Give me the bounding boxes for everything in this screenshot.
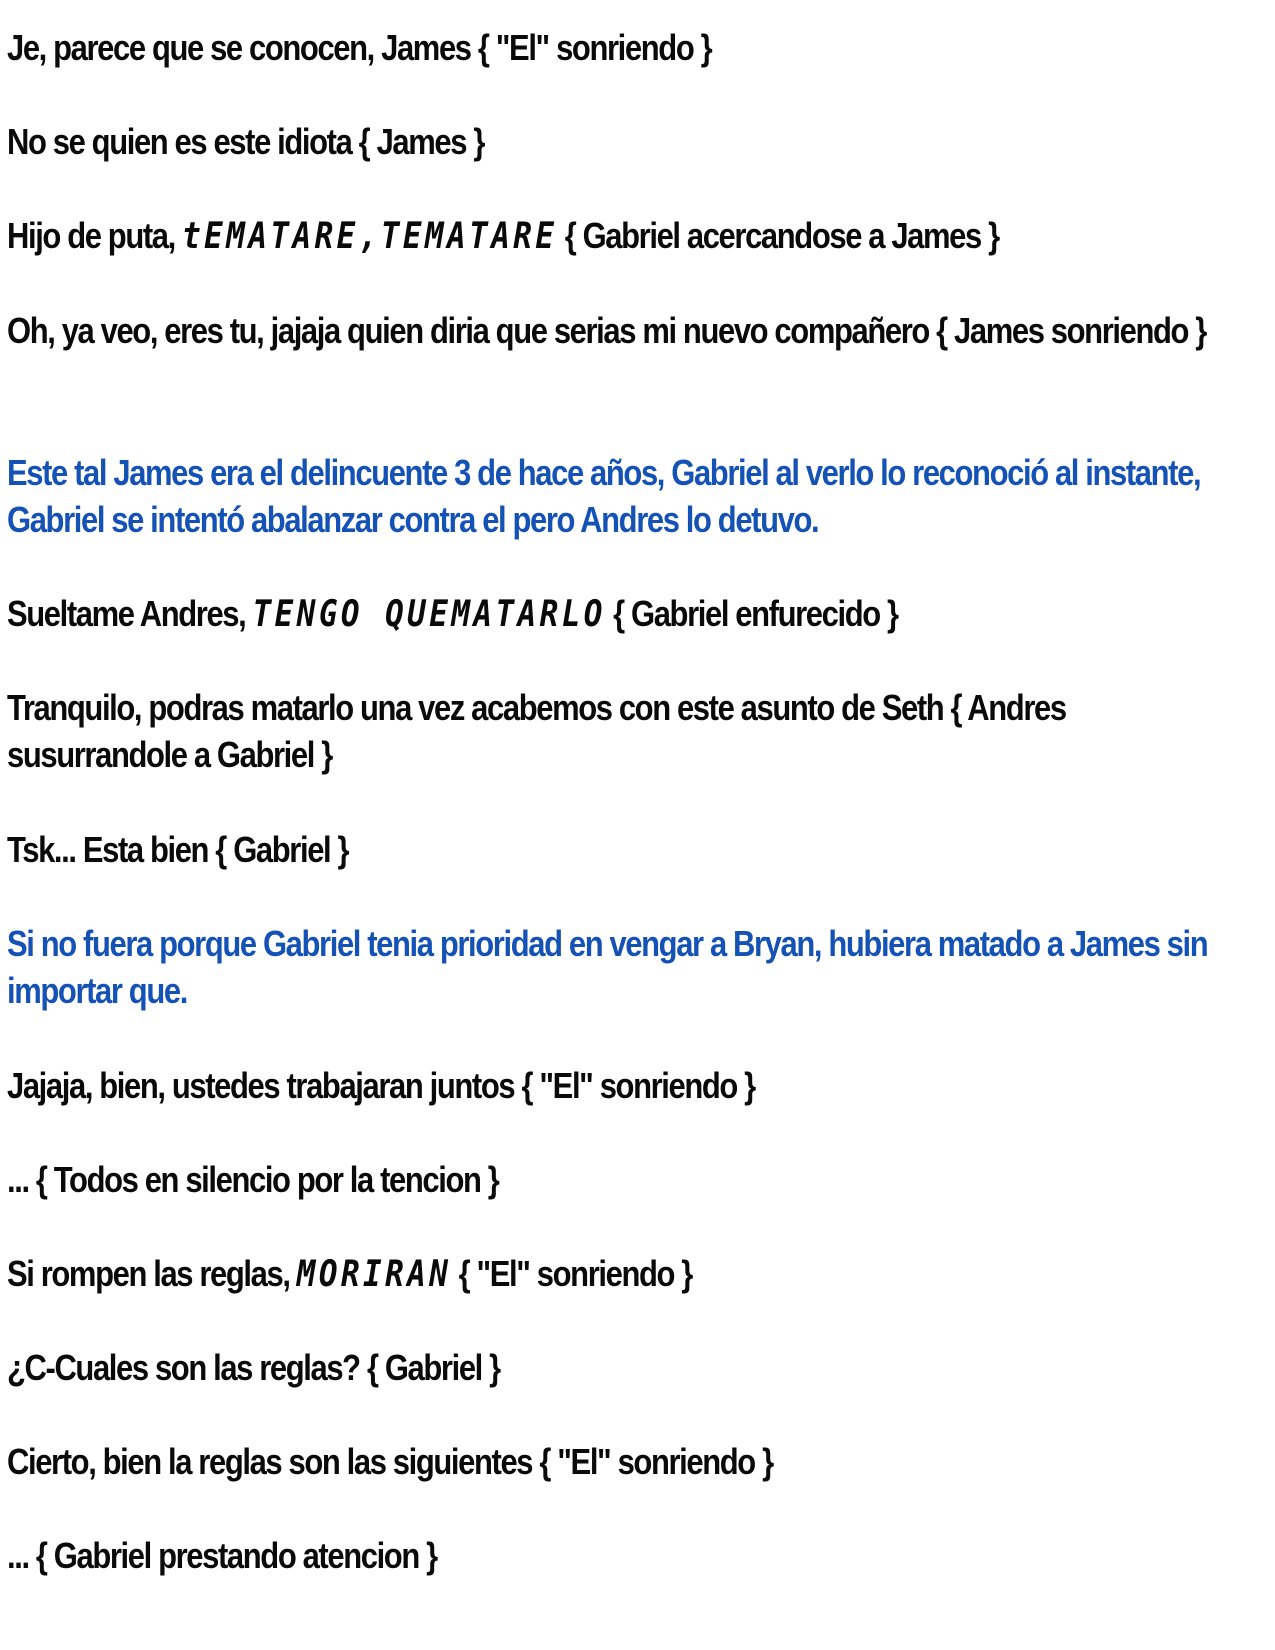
dialogue-line: Je, parece que se conocen, James { "El" sonriendo } [7, 27, 712, 68]
dialogue-speaker-note: { Gabriel enfurecido } [605, 593, 898, 634]
dialogue-speaker-note: { "El" sonriendo } [451, 1253, 692, 1294]
dialogue-line [7, 1250, 1245, 1298]
dialogue-line: ¿C-Cuales son las reglas? { Gabriel } [7, 1347, 500, 1388]
dialogue-line: No se quien es este idiota { James } [7, 121, 485, 162]
dialogue-line: Jajaja, bien, ustedes trabajaran juntos { "El" sonriendo } [7, 1065, 755, 1106]
narration-line: Si no fuera porque Gabriel tenia prioridad en vengar a Bryan, hubiera matado a James sin importar que. [7, 923, 1208, 1011]
shout-text: MORIRAN [296, 1254, 452, 1295]
dialogue-line: Cierto, bien la reglas son las siguientes { "El" sonriendo } [7, 1441, 773, 1482]
dialogue-line [7, 590, 1245, 638]
dialogue-line: ... { Todos en silencio por la tencion } [7, 1159, 499, 1200]
dialogue-line: Oh, ya veo, eres tu, jajaja quien diria que serias mi nuevo compañero { James sonriendo } [7, 310, 1206, 351]
dialogue-speaker-note: { Gabriel acercandose a James } [557, 215, 999, 256]
shout-text: tEMATARE,TEMATARE [182, 216, 558, 257]
dialogue-line: Tsk... Esta bien { Gabriel } [7, 829, 349, 870]
dialogue-line: Tranquilo, podras matarlo una vez acabemos con este asunto de Seth { Andres susurrandole a Gabriel } [7, 687, 1066, 775]
dialogue-text: Sueltame Andres, [7, 593, 253, 634]
dialogue-text: Hijo de puta, [7, 215, 183, 256]
dialogue-line: ... { Gabriel prestando atencion } [7, 1535, 437, 1576]
dialogue-line [7, 212, 1245, 260]
dialogue-text: Si rompen las reglas, [7, 1253, 297, 1294]
shout-text: TENGO QUEMATARLO [252, 594, 606, 635]
narration-line: Este tal James era el delincuente 3 de hace años, Gabriel al verlo lo reconoció al instante, Gabriel se intentó abalanzar contra el pero Andres lo detuvo. [7, 452, 1201, 540]
